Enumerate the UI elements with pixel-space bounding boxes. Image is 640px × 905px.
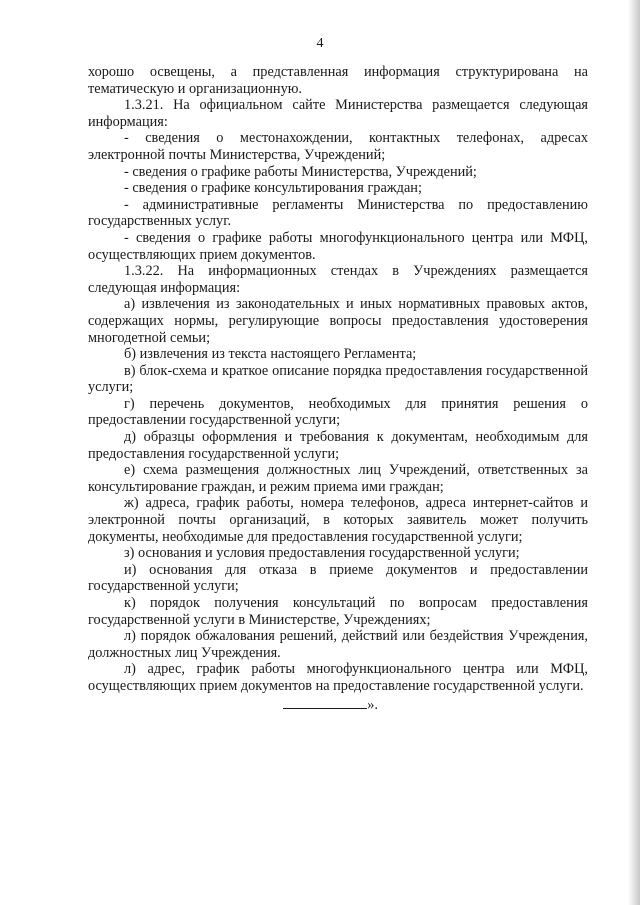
section-1-3-21: 1.3.21. На официальном сайте Министерства размещается следующая информация: <box>88 97 588 130</box>
list-item: в) блок-схема и краткое описание порядка предоставления государственной услуги; <box>88 362 588 396</box>
list-item: и) основания для отказа в приеме документов и предоставлении государственной услуги; <box>88 561 588 595</box>
list-item: л) порядок обжалования решений, действий или бездействия Учреждения, должностных лиц Учреждения. <box>88 628 588 661</box>
list-item: з) основания и условия предоставления государственной услуги; <box>124 545 520 562</box>
list-item: д) образцы оформления и требования к документам, необходимым для предоставления государственной услуги; <box>88 429 588 462</box>
list-item: - сведения о графике консультирования граждан; <box>124 180 422 197</box>
list-item: б) извлечения из текста настоящего Регламента; <box>124 346 417 363</box>
list-item: е) схема размещения должностных лиц Учреждений, ответственных за консультирование граждан, и режим приема ими граждан; <box>88 462 588 495</box>
page-number: 4 <box>316 36 324 51</box>
list-item: к) порядок получения консультаций по вопросам предоставления государственной услуги в Министерстве, Учреждениях; <box>88 595 588 628</box>
document-body <box>88 64 588 713</box>
list-item: а) извлечения из законодательных и иных нормативных правовых актов, содержащих нормы, регулирующие вопросы предоставления удостоверения многодетной семьи; <box>88 296 588 346</box>
list-item: - сведения о графике работы Министерства, Учреждений; <box>124 163 477 180</box>
list-item: г) перечень документов, необходимых для принятия решения о предоставлении государственной услуги; <box>88 395 588 429</box>
closing-quote: ». <box>367 696 378 713</box>
list-item: ж) адреса, график работы, номера телефонов, адреса интернет-сайтов и электронной почты организаций, в которых заявитель может получить документы, необходимые для предоставления государственной услуги; <box>88 495 588 545</box>
list-item: - сведения о графике работы многофункционального центра или МФЦ, осуществляющих прием документов. <box>88 229 588 263</box>
paragraph-continuation: хорошо освещены, а представленная информация структурирована на тематическую и организационную. <box>88 64 588 97</box>
signature-line <box>283 697 367 709</box>
list-item: л) адрес, график работы многофункционального центра или МФЦ, осуществляющих прием документов на предоставление государственной услуги. <box>88 661 588 694</box>
closing-mark <box>88 697 588 714</box>
list-item: - сведения о местонахождении, контактных телефонах, адресах электронной почты Министерства, Учреждений; <box>88 130 588 163</box>
section-1-3-22: 1.3.22. На информационных стендах в Учреждениях размещается следующая информация: <box>88 263 588 296</box>
scan-edge-shadow <box>628 0 640 905</box>
list-item: - административные регламенты Министерства по предоставлению государственных услуг. <box>88 196 588 230</box>
